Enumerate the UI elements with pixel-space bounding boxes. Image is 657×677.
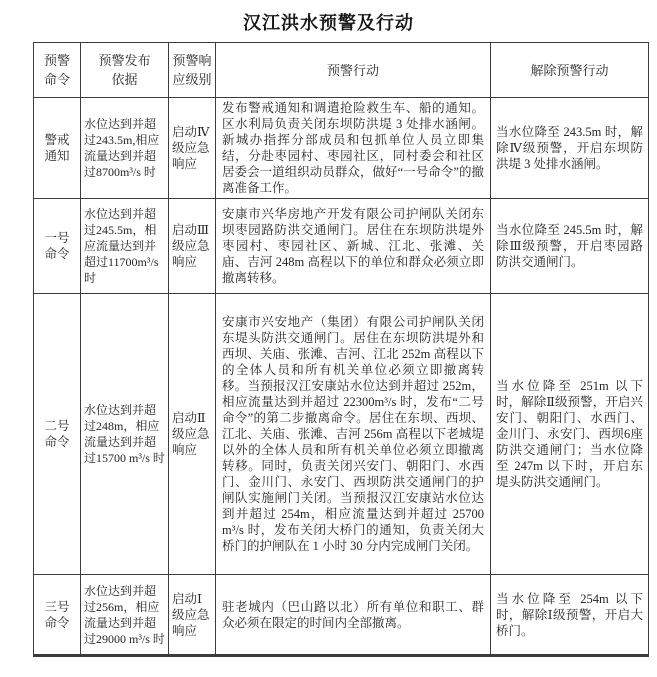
header-lift-action: 解除预警行动 [491,43,649,98]
cell-level: 启动Ⅲ级应急响应 [169,199,216,294]
cell-command: 二号命令 [34,294,81,575]
cell-level: 启动Ⅳ级应急响应 [169,98,216,199]
cell-level: 启动Ⅰ级应急响应 [169,575,216,656]
table-row-alert-notice [34,98,649,199]
cell-command: 警戒通知 [34,98,81,199]
cell-lift: 当水位降至 251m 以下时，解除Ⅱ级预警，开启兴安门、朝阳门、水西门、金川门、永安门、西坝6座防洪交通闸门；当水位降至 247m 以下时，开启东堤头防洪交通闸门。 [491,294,649,575]
cell-action: 安康市兴华房地产开发有限公司护闸队关闭东坝枣园路防洪交通闸门。居住在东坝防洪堤外枣园村、枣园社区、新城、江北、张滩、关庙、吉河 248m 高程以下的单位和群众必须立即撤离转移。 [216,199,491,294]
header-warning-action: 预警行动 [216,43,491,98]
cell-lift: 当水位降至 245.5m 时，解除Ⅲ级预警，开启枣园路防洪交通闸门。 [491,199,649,294]
cell-lift: 当水位降至 243.5m 时，解除Ⅳ级预警，开启东坝防洪堤 3 处排水涵闸。 [491,98,649,199]
header-response-level: 预警响应级别 [169,43,216,98]
cell-action: 驻老城内（巴山路以北）所有单位和职工、群众必须在限定的时间内全部撤离。 [216,575,491,656]
page-title: 汉江洪水预警及行动 [243,13,414,33]
header-release-basis: 预警发布依据 [81,43,169,98]
cell-command: 三号命令 [34,575,81,656]
cell-command: 一号命令 [34,199,81,294]
cell-action: 安康市兴安地产（集团）有限公司护闸队关闭东堤头防洪交通闸门。居住在东坝防洪堤外和西坝、关庙、张滩、吉河、江北 252m 高程以下的全体人员和所有机关单位必须立即撤离转移。当预报汉江安康站水位达到并超过 252m，相应流量达到并超过 22300m³/s 时，发布“二号命令”的第二步撤离命令。居住在东坝、西坝、江北、关庙、张滩、吉河 256m 高程以下老城堤以外的全体人员和所有机关单位必须立即撤离转移。同时，负责关闭兴安门、朝阳门、水西门、金川门、永安门、西坝防洪交通闸门的护闸队实施闸门关闭。当预报汉江安康站水位达到并超过 254m，相应流量达到并超过 25700 m³/s 时，发布关闭大桥门的通知，负责关闭大桥门的护闸队在 1 小时 30 分内完成闸门关闭。 [216,294,491,575]
table-row-order-2 [34,294,649,575]
cell-basis: 水位达到并超过256m，相应流量达到并超过29000 m³/s 时 [81,575,169,656]
cell-action: 发布警戒通知和调遣抢险救生车、船的通知。区水利局负责关闭东坝防洪堤 3 处排水涵闸。新城办指挥分部成员和包抓单位人员立即集结，分赴枣园村、枣园社区，同村委会和社区居委会一道组织动员群众，做好“一号命令”的撤离准备工作。 [216,98,491,199]
table-row-order-1 [34,199,649,294]
table-header-row [34,43,649,98]
cell-basis: 水位达到并超过248m，相应流量达到并超过15700 m³/s 时 [81,294,169,575]
cell-basis: 水位达到并超过245.5m，相应流量达到并超过11700m³/s 时 [81,199,169,294]
flood-warning-table [33,42,649,657]
cell-lift: 当水位降至 254m 以下时，解除Ⅰ级预警，开启大桥门。 [491,575,649,656]
cell-basis: 水位达到并超过243.5m,相应流量达到并超过8700m³/s 时 [81,98,169,199]
cell-level: 启动Ⅱ级应急响应 [169,294,216,575]
header-warning-command: 预警命令 [34,43,81,98]
table-row-order-3 [34,575,649,656]
flood-warning-document [0,9,657,677]
